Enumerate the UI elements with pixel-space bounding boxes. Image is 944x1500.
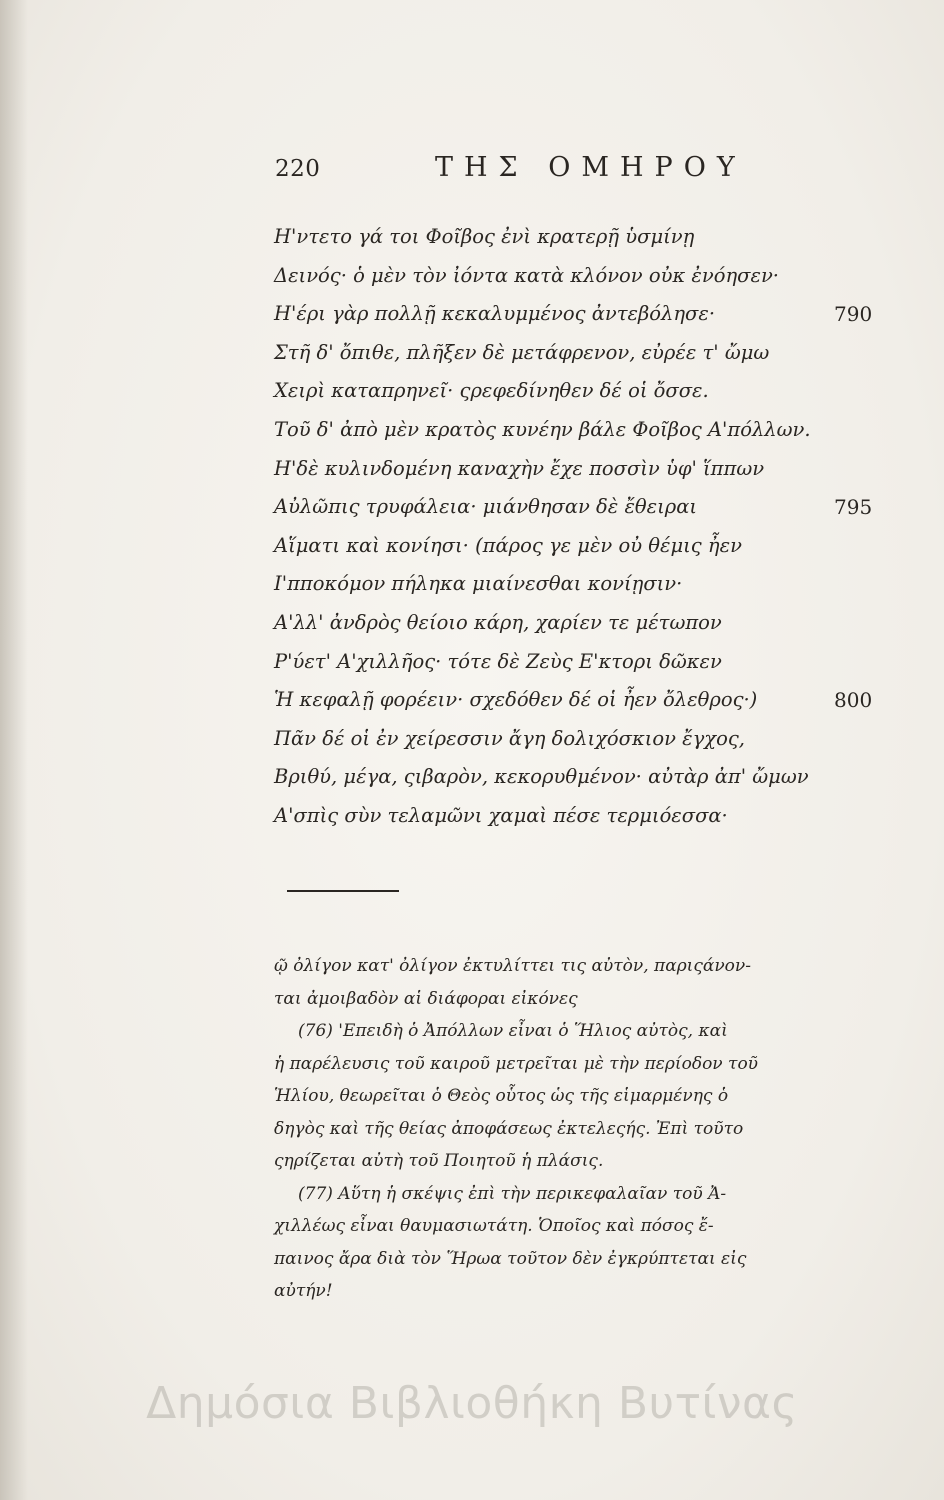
verse-line — [274, 681, 904, 720]
verse-line — [274, 565, 904, 604]
footnote-line: αὐτήν! — [274, 1281, 333, 1301]
verse-text: Α'λλ' ἀνδρὸς θείοιο κάρη, χαρίεν τε μέτωπον — [274, 610, 722, 634]
gutter-shadow — [0, 0, 28, 1500]
line-number: 800 — [834, 688, 873, 713]
line-number: 790 — [834, 302, 873, 327]
verse-line — [274, 488, 904, 527]
verse-text: Ι'πποκόμον πήληκα μιαίνεσθαι κονίῃσιν· — [274, 572, 683, 596]
verse-text: Η'ντετο γά τοι Φοῖβος ἐνὶ κρατερῇ ὑσμίνῃ — [274, 225, 695, 248]
verse-text: Αὐλῶπις τρυφάλεια· μιάνθησαν δὲ ἔθειραι — [274, 495, 698, 519]
verse-line — [274, 450, 904, 489]
verse-line — [274, 797, 904, 836]
verse-line — [274, 758, 904, 797]
verse-line — [274, 411, 904, 450]
footnotes-block — [274, 950, 914, 1308]
verse-line — [274, 643, 904, 682]
verse-line — [274, 334, 904, 373]
verse-text: Ἡ κεφαλῇ φορέειν· σχεδόθεν δέ οἱ ἦεν ὄλεθρος·) — [274, 688, 758, 712]
page-header — [275, 150, 820, 190]
verse-line — [274, 295, 904, 334]
verse-text: Η'δὲ κυλινδομένη καναχὴν ἔχε ποσσὶν ὑφ' ἵππων — [274, 456, 765, 480]
verse-text: Αἵματι καὶ κονίησι· (πάρος γε μὲν οὐ θέμις ἦεν — [274, 533, 742, 557]
verse-text: Χειρὶ καταπρηνεῖ· ςρεφεδίνηθεν δέ οἱ ὄσσε. — [274, 379, 709, 403]
footnote-line: χιλλέως εἶναι θαυμασιωτάτη. Ὁποῖος καὶ πόσος ἔ- — [274, 1216, 714, 1236]
verse-text: Βριθύ, μέγα, ςιβαρὸν, κεκορυθμένον· αὐτὰρ ἀπ' ὤμων — [274, 765, 809, 789]
footnote-line: ται ἀμοιβαδὸν αἱ διάφοραι εἰκόνες — [274, 988, 578, 1009]
verse-line — [274, 527, 904, 566]
verse-line — [274, 218, 904, 257]
verse-text: Η'έρι γὰρ πολλῇ κεκαλυμμένος ἀντεβόλησε· — [274, 302, 716, 326]
verse-text: Ρ'ύετ' Α'χιλλῆος· τότε δὲ Ζεὺς Ε'κτορι δῶκεν — [274, 649, 722, 673]
verse-line — [274, 257, 904, 296]
library-watermark: Δημόσια Βιβλιοθήκη Βυτίνας — [146, 1378, 798, 1429]
verse-block — [274, 218, 904, 836]
footnote-line: ἡ παρέλευσις τοῦ καιροῦ μετρεῖται μὲ τὴν περίοδον τοῦ — [274, 1053, 759, 1074]
footnote-line: ςηρίζεται αὐτὴ τοῦ Ποιητοῦ ἡ πλάσις. — [274, 1151, 604, 1171]
verse-text: Τοῦ δ' ἀπὸ μὲν κρατὸς κυνέην βάλε Φοῖβος Α'πόλλων. — [274, 417, 811, 441]
verse-line — [274, 604, 904, 643]
verse-text: Στῆ δ' ὄπιθε, πλῆξεν δὲ μετάφρενον, εὐρέε τ' ὤμω — [274, 340, 770, 364]
footnote-line: παινος ἄρα διὰ τὸν Ἥρωα τοῦτον δὲν ἐγκρύπτεται εἰς — [274, 1248, 747, 1269]
line-number: 795 — [834, 495, 873, 520]
verse-text: Δεινός· ὁ μὲν τὸν ἰόντα κατὰ κλόνον οὐκ ἐνόησεν· — [274, 263, 780, 287]
verse-line — [274, 372, 904, 411]
verse-text: Α'σπὶς σὺν τελαμῶνι χαμαὶ πέσε τερμιόεσσα· — [274, 803, 728, 827]
footnote-rule — [287, 890, 399, 892]
footnote-line: δηγὸς καὶ τῆς θείας ἀποφάσεως ἐκτελεςής. Ἐπὶ τοῦτο — [274, 1118, 744, 1139]
footnote-line: ῷ ὀλίγον κατ' ὀλίγον ἐκτυλίττει τις αὐτὸν, παριςάνον- — [274, 956, 751, 976]
page-number: 220 — [275, 156, 321, 182]
footnote-line: Ἡλίου, θεωρεῖται ὁ Θεὸς οὗτος ὡς τῆς εἱμαρμένης ὁ — [274, 1086, 729, 1106]
footnote-line: (77) Αὕτη ἡ σκέψις ἐπὶ τὴν περικεφαλαῖαν τοῦ Ἀ- — [298, 1183, 727, 1204]
verse-line — [274, 720, 904, 759]
running-title: ΤΗΣ ΟΜΗΡΟΥ — [435, 152, 746, 183]
verse-text: Πᾶν δέ οἱ ἐν χείρεσσιν ἄγη δολιχόσκιον ἔγχος, — [274, 726, 745, 750]
footnote-line: (76) 'Επειδὴ ὁ Ἀπόλλων εἶναι ὁ Ἥλιος αὐτὸς, καὶ — [298, 1021, 728, 1041]
